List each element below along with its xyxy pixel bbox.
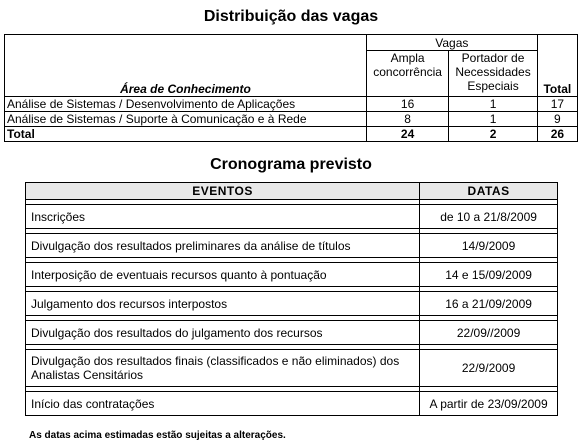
cronograma-table xyxy=(25,182,558,416)
footnote: As datas acima estimadas estão sujeitas a alterações. xyxy=(29,430,286,441)
portador-header: Portador de Necessidades Especiais xyxy=(449,51,537,97)
table-row xyxy=(26,263,558,287)
area-cell: Análise de Sistemas / Desenvolvimento de Aplicações xyxy=(5,97,367,112)
portador-cell: 1 xyxy=(449,112,537,127)
evento-cell: Divulgação dos resultados preliminares da análise de títulos xyxy=(26,234,420,258)
data-cell: 14/9/2009 xyxy=(420,234,558,258)
data-cell: 16 a 21/09/2009 xyxy=(420,292,558,316)
data-cell: A partir de 23/09/2009 xyxy=(420,392,558,416)
portador-cell: 1 xyxy=(449,97,537,112)
evento-cell: Divulgação dos resultados do julgamento dos recursos xyxy=(26,321,420,345)
data-cell: de 10 a 21/8/2009 xyxy=(420,205,558,229)
table-row xyxy=(26,392,558,416)
table-row xyxy=(26,321,558,345)
totals-ampla: 24 xyxy=(366,127,448,142)
vagas-title: Distribuição das vagas xyxy=(203,8,379,25)
evento-cell: Divulgação dos resultados finais (classificados e não eliminados) dos Analistas Censitários xyxy=(26,350,420,387)
evento-cell: Interposição de eventuais recursos quanto à pontuação xyxy=(26,263,420,287)
area-header: Área de Conhecimento xyxy=(5,35,367,97)
table-row xyxy=(26,205,558,229)
totals-total: 26 xyxy=(537,127,577,142)
ampla-cell: 16 xyxy=(366,97,448,112)
total-cell: 9 xyxy=(537,112,577,127)
table-row xyxy=(26,350,558,387)
totals-portador: 2 xyxy=(449,127,537,142)
ampla-cell: 8 xyxy=(366,112,448,127)
cronograma-title: Cronograma previsto xyxy=(210,156,372,173)
total-cell: 17 xyxy=(537,97,577,112)
table-row xyxy=(5,112,578,127)
data-cell: 14 e 15/09/2009 xyxy=(420,263,558,287)
vagas-table xyxy=(4,34,578,142)
table-row xyxy=(5,97,578,112)
data-cell: 22/09//2009 xyxy=(420,321,558,345)
area-cell: Análise de Sistemas / Suporte à Comunicação e à Rede xyxy=(5,112,367,127)
data-cell: 22/9/2009 xyxy=(420,350,558,387)
evento-cell: Início das contratações xyxy=(26,392,420,416)
datas-header: DATAS xyxy=(420,183,558,200)
totals-label: Total xyxy=(5,127,367,142)
eventos-header: EVENTOS xyxy=(26,183,420,200)
totals-row xyxy=(5,127,578,142)
ampla-header: Ampla concorrência xyxy=(366,51,448,97)
total-header: Total xyxy=(537,35,577,97)
evento-cell: Julgamento dos recursos interpostos xyxy=(26,292,420,316)
vagas-group-header: Vagas xyxy=(366,35,537,51)
evento-cell: Inscrições xyxy=(26,205,420,229)
table-row xyxy=(26,234,558,258)
table-row xyxy=(26,292,558,316)
